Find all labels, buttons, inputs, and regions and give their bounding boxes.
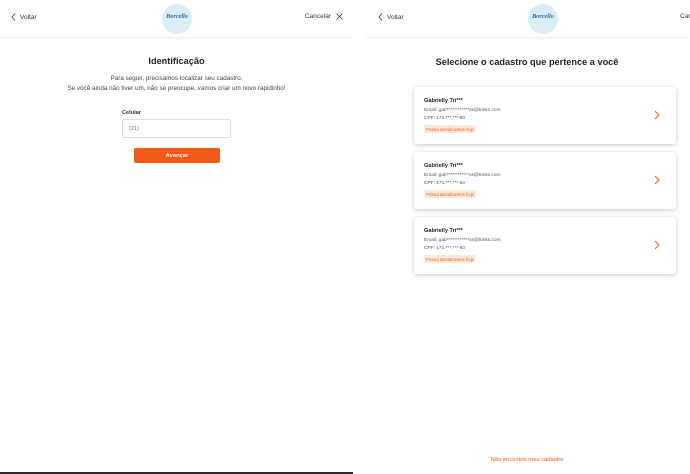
appointments-badge: Possui atendimentos hoje — [426, 191, 474, 197]
chevron-left-icon — [11, 13, 16, 21]
appointments-badge: Possui atendimentos hoje — [426, 256, 474, 262]
account-email: Email: gab************xs@trinks.com — [424, 238, 501, 243]
account-name: Gabrielly Tri*** — [424, 98, 463, 104]
phone-input[interactable]: (21) — [122, 119, 231, 138]
account-card[interactable] — [414, 87, 676, 144]
account-cpf: CPF: 171.***.***-60 — [424, 181, 466, 186]
account-name: Gabrielly Tri*** — [424, 228, 463, 234]
cancel-button[interactable] — [305, 13, 343, 20]
appointments-badge: Possui atendimentos hoje — [426, 126, 474, 132]
logo-text: Borcello — [532, 12, 554, 20]
back-button[interactable] — [11, 13, 37, 21]
account-card[interactable] — [414, 152, 676, 209]
chevron-right-icon — [654, 240, 660, 250]
account-not-found-link[interactable]: Não encontrei meu cadastro — [490, 457, 564, 463]
account-email: Email: gab************xs@trinks.com — [424, 173, 501, 178]
phone-field-label: Celular — [122, 110, 141, 116]
chevron-right-icon — [654, 110, 660, 120]
header-bar — [0, 0, 353, 38]
description-line-2: Se você ainda não tiver um, não se preocupe, vamos criar um novo rapidinho! — [67, 85, 286, 92]
cancel-button[interactable] — [680, 13, 690, 20]
account-cpf: CPF: 171.***.***-60 — [424, 116, 466, 121]
logo-text: Borcello — [166, 12, 188, 20]
advance-button[interactable]: Avançar — [134, 148, 220, 163]
account-card[interactable] — [414, 217, 676, 274]
description-line-1: Para seguir, precisamos localizar seu cadastro. — [110, 75, 243, 82]
account-email: Email: gab************xs@trinks.com — [424, 108, 501, 113]
chevron-left-icon — [378, 13, 383, 21]
page-title: Identificação — [148, 56, 205, 66]
logo-tagline: · · · · · · · · · · — [169, 21, 185, 25]
page-title: Selecione o cadastro que pertence a você — [435, 57, 619, 67]
back-button[interactable] — [378, 13, 404, 21]
brand-logo — [528, 4, 558, 34]
account-name: Gabrielly Tri*** — [424, 163, 463, 169]
header-bar — [366, 0, 688, 38]
cancel-label: Car — [680, 13, 690, 20]
logo-tagline: · · · · · · · · · · — [535, 21, 551, 25]
cancel-label: Cancelar — [304, 13, 331, 20]
close-icon — [336, 13, 343, 20]
chevron-right-icon — [654, 175, 660, 185]
brand-logo — [162, 4, 192, 34]
account-cpf: CPF: 171.***.***-60 — [424, 246, 466, 251]
back-label: Voltar — [387, 13, 404, 21]
back-label: Voltar — [20, 13, 37, 21]
select-account-panel — [366, 0, 688, 474]
